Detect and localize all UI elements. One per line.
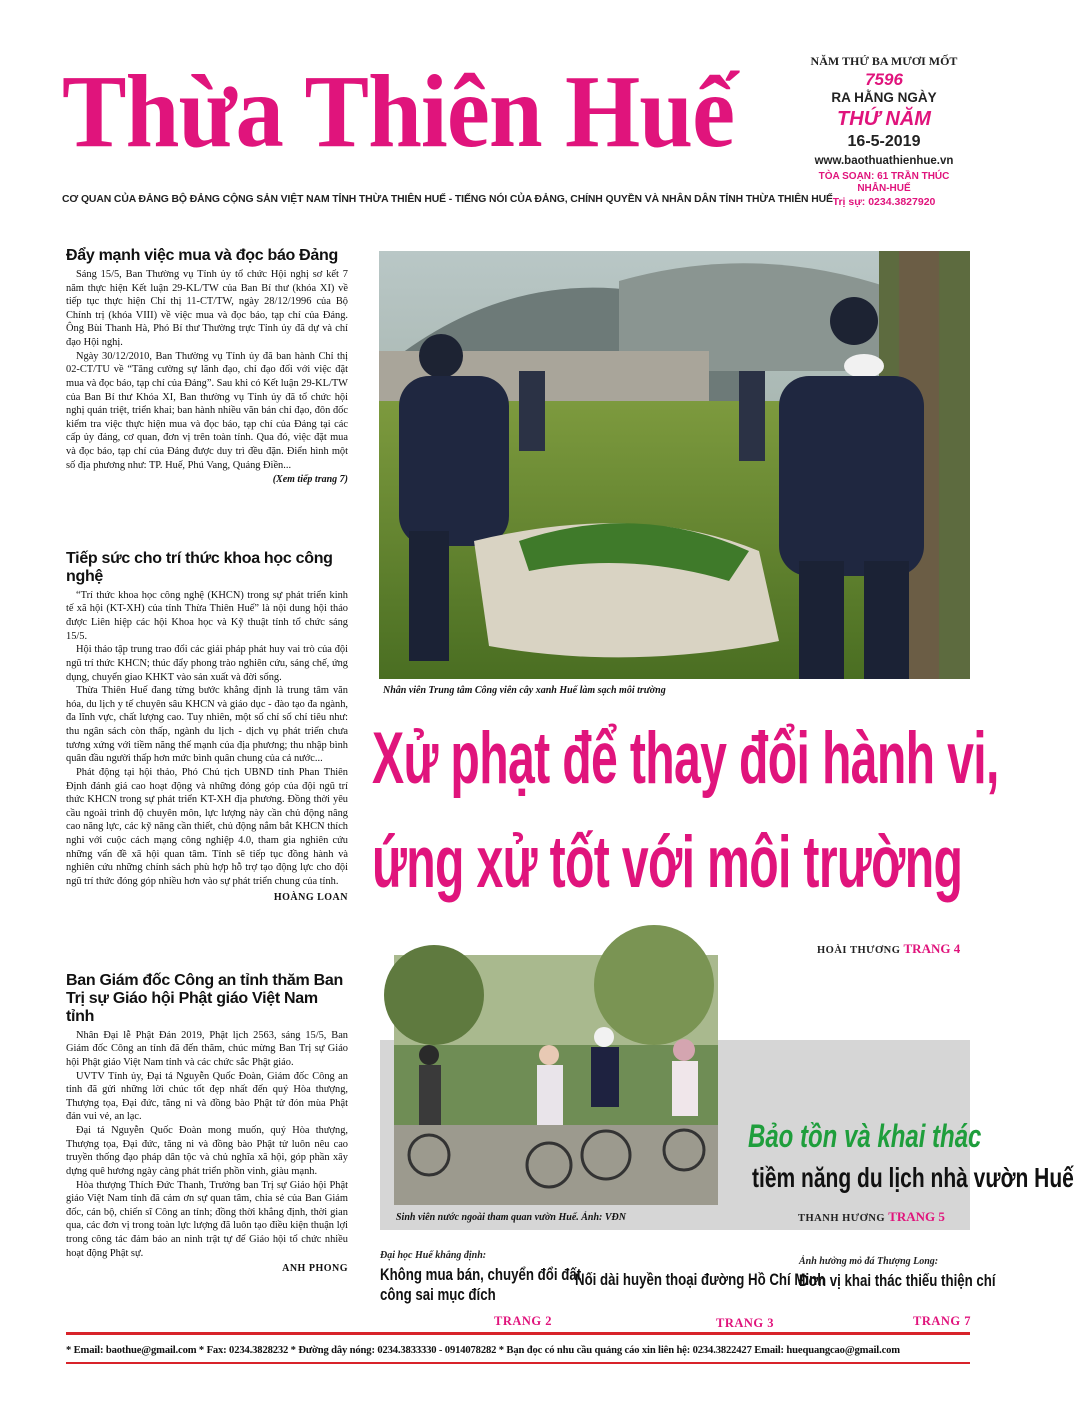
newspaper-title: Thừa Thiên Huế	[62, 54, 735, 169]
footer-rule	[66, 1332, 970, 1335]
second-photo-illustration	[394, 955, 718, 1205]
second-headline-line2[interactable]: tiềm năng du lịch nhà vườn Huế	[752, 1162, 1074, 1193]
teaser-title: Không mua bán, chuyển đổi đất	[380, 1265, 582, 1284]
lead-photo[interactable]	[379, 251, 970, 679]
article-paragraph: Phát động tại hội thảo, Phó Chủ tịch UBND tỉnh Phan Thiên Định đánh giá cao hoạt động và những đóng góp của đội ngũ trí thức KHCN trong sự phát triển KT-XH địa phương. Đồng thời yêu cầu ngoài trình độ chuyên môn, lực lượng này cần chủ động nâng cao năng lực, các kỹ năng cần thiết, chủ động nắm bắt KHCN thích nghi với cuộc cách mạng công nghiệp 4.0, tham gia nghiên cứu những vấn đề xã hội quan tâm. Tỉnh sẽ tiếp tục đồng hành và nghiên cứu những chính sách phù hợp hỗ trợ tạo động lực cho đội ngũ trí thức đóng góp nhiều hơn vào sự phát triển chung của tỉnh.	[66, 766, 348, 887]
teaser-kicker: Đại học Huế khẳng định:	[380, 1250, 487, 1261]
article-paragraph: Sáng 15/5, Ban Thường vụ Tỉnh ủy tổ chức Hội nghị sơ kết 7 năm thực hiện Kết luận 29-KL/TW của Ban Bí thư (khóa XI) về tiếp tục thực hiện Chỉ thị 11-CT/TW, ngày 28/12/1996 của Bộ Chính trị (khóa VIII) về việc mua và đọc báo, tạp chí của Đảng. Ông Bùi Thanh Hà, Phó Bí thư Thường trực Tỉnh ủy đã dự và chỉ đạo Hội nghị.	[66, 268, 348, 349]
teaser-1-page[interactable]: TRANG 2	[494, 1314, 553, 1328]
teaser-title: công sai mục đích	[380, 1285, 496, 1305]
lead-author: HOÀI THƯƠNG	[817, 945, 901, 956]
article-police-visit	[66, 972, 348, 1274]
article-paragraph: “Trí thức khoa học công nghệ (KHCN) trong sự phát triển kinh tế xã hội (KT-XH) của tỉnh Thừa Thiên Huế” là nội dung hội thảo được Liên hiệp các hội Khoa học và Kỹ thuật tỉnh tổ chức sáng 15/5.	[66, 589, 348, 642]
article-science-intellectuals	[66, 550, 348, 903]
article-paragraph: Ngày 30/12/2010, Ban Thường vụ Tỉnh ủy đã ban hành Chỉ thị 02-CT/TU về “Tăng cường sự lãnh đạo, chỉ đạo đối với việc đặt mua và đọc báo, tạp chí của Đảng”. Sau khi có Kết luận 29-KL/TW của Ban Bí thư Khóa XI, Ban thường vụ Tỉnh ủy đã tổ chức hội nghị quán triệt, triển khai; ban hành nhiều văn bản chỉ đạo, đôn đốc kiểm tra việc thực hiện mua và đọc báo, tạp chí của Đảng tại các cấp ủy đảng, cơ quan, đơn vị trên toàn tỉnh. Qua đó, việc đặt mua và đọc báo, tạp chí của Đảng được duy trì đều đặn. Điển hình một số địa phương như: TP. Huế, Phú Vang, Quảng Điền...	[66, 350, 348, 471]
issue-number: 7596	[865, 70, 903, 89]
lead-headline-line1[interactable]: Xử phạt để thay đổi hành vi,	[372, 718, 999, 799]
teaser-1[interactable]	[380, 1250, 582, 1306]
teaser-title: Nối dài huyền thoại đường Hồ Chí Minh	[575, 1270, 826, 1289]
issue-info	[804, 54, 964, 209]
frequency-label: RA HẰNG NGÀY	[831, 90, 937, 106]
lead-photo-illustration	[379, 251, 970, 679]
continued-link[interactable]: (Xem tiếp trang 7)	[272, 474, 348, 486]
second-credit	[798, 1209, 945, 1225]
article-author: ANH PHONG	[282, 1263, 348, 1275]
weekday-label: THỨ NĂM	[837, 108, 931, 131]
lead-credit	[817, 941, 960, 957]
teaser-kicker: Ảnh hưởng mỏ đá Thượng Long:	[799, 1256, 939, 1267]
article-paragraph: Nhân Đại lễ Phật Đản 2019, Phật lịch 2563, sáng 15/5, Ban Giám đốc Công an tỉnh đã đến thăm, chúc mừng Ban Trị sự Giáo hội Phật giáo Việt Nam tỉnh và các chức sắc Phật giáo.	[66, 1029, 348, 1068]
lead-photo-caption: Nhân viên Trung tâm Công viên cây xanh Huế làm sạch môi trường	[383, 685, 666, 696]
second-story-photo[interactable]	[394, 955, 718, 1205]
footer-contacts: * Email: baothue@gmail.com * Fax: 0234.3828232 * Đường dây nóng: 0234.3833330 - 0914078282 * Bạn đọc có nhu cầu quảng cáo xin liên hệ: 0234.3822427 Email: huequangcao@gmail.com	[66, 1345, 900, 1356]
article-paragraph: Hòa thượng Thích Đức Thanh, Trưởng ban Trị sự Giáo hội Phật giáo Việt Nam tỉnh đã cảm ơn sự quan tâm, chia sẻ của Ban Giám đốc, cán bộ, chiến sĩ Công an tỉnh; đồng thời khẳng định, thời gian qua, các đơn vị trong toàn lực lượng đã luôn tạo điều kiện thuận lợi trong công tác đảm bảo an ninh trật tự để Giáo hội tổ chức nhiều hoạt động Phật sự.	[66, 1179, 348, 1259]
teaser-3-page[interactable]: TRANG 7	[913, 1314, 972, 1328]
teaser-title: Đơn vị khai thác thiếu thiện chí	[799, 1271, 996, 1290]
lead-headline-line2[interactable]: ứng xử tốt với môi trường	[372, 822, 963, 903]
second-author: THANH HƯƠNG	[798, 1213, 886, 1224]
teaser-3[interactable]	[799, 1256, 1051, 1291]
office-phone: Trị sự: 0234.3827920	[832, 195, 936, 208]
article-paragraph: Thừa Thiên Huế đang từng bước khẳng định là trung tâm văn hóa, du lịch y tế chuyên sâu KHCN và giáo dục - đào tạo đa ngành, đa lĩnh vực, chất lượng cao. Tuy nhiên, một số chỉ số chỉ tiêu như: thu ngân sách còn thấp, ngành du lịch - dịch vụ phát triển chưa tương xứng với tiềm năng thế mạnh của địa phương; thu nhập bình quân đầu người thấp hơn mức bình quân chung của cả nước...	[66, 685, 348, 765]
second-page-ref[interactable]: TRANG 5	[888, 1209, 945, 1224]
footer-rule-bottom	[66, 1362, 970, 1364]
masthead-tagline: CƠ QUAN CỦA ĐẢNG BỘ ĐẢNG CỘNG SẢN VIỆT NAM TỈNH THỪA THIÊN HUẾ - TIẾNG NÓI CỦA ĐẢNG, CHÍNH QUYỀN VÀ NHÂN DÂN TỈNH THỪA THIÊN HUẾ	[62, 194, 833, 205]
article-paragraph: UVTV Tỉnh ủy, Đại tá Nguyễn Quốc Đoàn, Giám đốc Công an tỉnh đã gửi những lời chúc tốt đẹp nhất đến quý Hòa thượng, Thượng tọa, Đại đức, tăng ni và đồng bào Phật tử đón mùa Phật đản vui vẻ, an lạc.	[66, 1070, 348, 1123]
website-link[interactable]: www.baothuathienhue.vn	[814, 155, 954, 168]
office-address: TÒA SOẠN: 61 TRẦN THÚC NHẪN-HUẾ	[818, 170, 950, 194]
issue-date: 16-5-2019	[847, 133, 921, 151]
article-headline[interactable]: Tiếp sức cho trí thức khoa học công nghệ	[66, 550, 333, 585]
article-author: HOÀNG LOAN	[273, 891, 348, 903]
teaser-2-page[interactable]: TRANG 3	[716, 1316, 775, 1330]
article-paragraph: Đại tá Nguyễn Quốc Đoàn mong muốn, quý Hòa thượng, Thượng tọa, Đại đức, tăng ni và đồng bào Phật tử luôn nêu cao truyền thống đạo pháp dân tộc và chủ nghĩa xã hội, góp phần xây dựng quê hương ngày càng phát triển phồn vinh, giàu mạnh.	[66, 1125, 348, 1177]
article-paragraph: Hội thảo tập trung trao đổi các giải pháp phát huy vai trò của đội ngũ trí thức KHCN; thúc đẩy phong trào nghiên cứu, sáng chế, ứng dụng, chuyển giao KHKT vào sản xuất và đời sống.	[66, 644, 348, 683]
article-party-newspapers	[66, 247, 348, 485]
year-label: NĂM THỨ BA MƯƠI MỐT	[810, 54, 958, 68]
article-headline[interactable]: Đẩy mạnh việc mua và đọc báo Đảng	[66, 247, 338, 264]
article-headline[interactable]: Ban Giám đốc Công an tỉnh thăm Ban Trị sự Giáo hội Phật giáo Việt Nam tỉnh	[66, 972, 343, 1025]
second-headline-line1[interactable]: Bảo tồn và khai thác	[748, 1118, 982, 1154]
lead-page-ref[interactable]: TRANG 4	[903, 941, 961, 956]
second-photo-caption: Sinh viên nước ngoài tham quan vườn Huế. Ảnh: VĐN	[396, 1212, 626, 1223]
